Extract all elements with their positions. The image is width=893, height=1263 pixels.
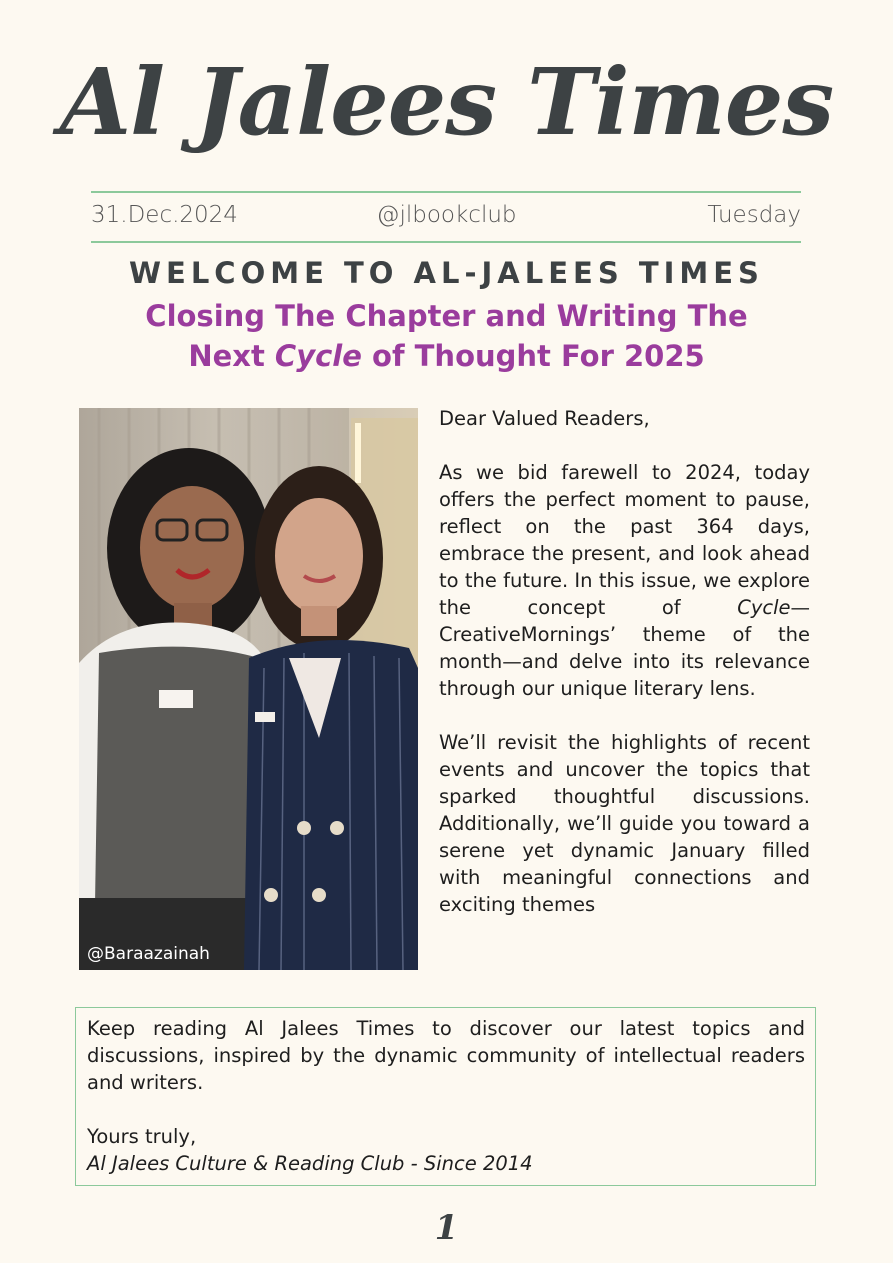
club-name: Al Jalees Culture & Reading Club - Since 2014: [87, 1152, 533, 1175]
headline-cycle-word: Cycle: [274, 339, 362, 373]
headline-line-2: [80, 336, 813, 376]
masthead-bottom-rule: [91, 241, 801, 243]
letter-cycle-word: Cycle: [737, 596, 791, 619]
photo-credit: @Baraazainah: [87, 944, 210, 964]
portrait-photo: [79, 408, 418, 970]
letter-greeting: Dear Valued Readers,: [439, 407, 650, 430]
headline-text: of Thought For 2025: [361, 339, 705, 373]
closing-box: [75, 1007, 816, 1186]
issue-day: Tuesday: [707, 202, 801, 228]
masthead-top-rule: [91, 191, 801, 193]
welcome-heading: WELCOME TO AL-JALEES TIMES: [129, 256, 764, 290]
page-number: 1: [434, 1208, 459, 1248]
social-handle: @jlbookclub: [376, 202, 517, 228]
closing-text: Keep reading Al Jalees Times to discover our latest topics and discussions, inspired by the dynamic community of intellectual readers and writers.: [87, 1017, 805, 1094]
headline-text: Next: [188, 339, 275, 373]
letter-text: As we bid farewell to 2024, today offers the perfect moment to pause, reflect on the past 364 days, embrace the present, and look ahead to the future. In this issue, we explore the concept of: [439, 461, 810, 619]
headline: [80, 296, 813, 376]
letter-text: —CreativeMornings’ theme of the month—and delve into its relevance through our unique literary lens.: [439, 596, 810, 700]
masthead-title: Al Jalees Times: [59, 48, 834, 156]
letter-paragraph-1: [439, 459, 810, 702]
portrait-illustration: [79, 408, 418, 970]
headline-line-1: Closing The Chapter and Writing The: [145, 299, 748, 333]
signoff: Yours truly,: [87, 1125, 197, 1148]
editor-letter: [439, 405, 810, 945]
issue-date: 31.Dec.2024: [91, 202, 238, 228]
letter-paragraph-2: We’ll revisit the highlights of recent events and uncover the topics that sparked thoughtful discussions. Additionally, we’ll guide you toward a serene yet dynamic January filled with meaningful connections and exciting themes: [439, 731, 810, 916]
signature: [87, 1123, 805, 1177]
